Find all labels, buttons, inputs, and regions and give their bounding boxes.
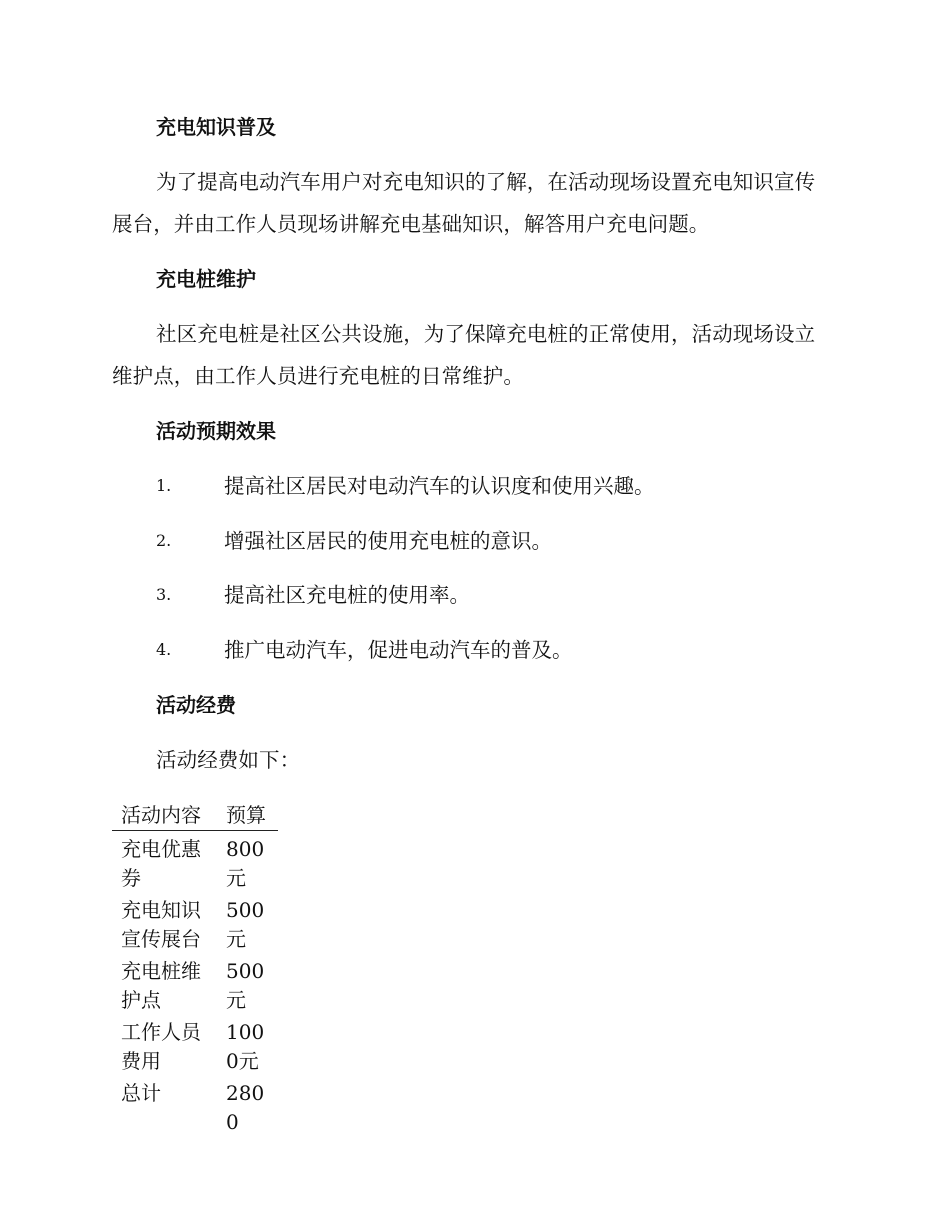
table-cell-item: 充电优惠券 bbox=[121, 837, 201, 890]
table-cell-budget: 800元 bbox=[226, 837, 265, 890]
table-row bbox=[112, 1014, 278, 1075]
table-header-budget: 预算 bbox=[217, 800, 278, 831]
table-cell-budget: 500元 bbox=[226, 959, 265, 1012]
list-text: 提高社区居民对电动汽车的认识度和使用兴趣。 bbox=[224, 474, 655, 498]
table-cell-item: 工作人员费用 bbox=[121, 1020, 201, 1073]
table-row bbox=[112, 1075, 278, 1136]
paragraph-charging-knowledge: 为了提高电动汽车用户对充电知识的了解，在活动现场设置充电知识宣传展台，并由工作人员现场讲解充电基础知识，解答用户充电问题。 bbox=[112, 170, 816, 236]
budget-table bbox=[112, 800, 278, 1136]
list-number: 3. bbox=[156, 585, 172, 604]
list-text: 推广电动汽车，促进电动汽车的普及。 bbox=[224, 638, 573, 662]
table-cell-budget: 2800 bbox=[226, 1081, 265, 1134]
paragraph-pile-maintenance: 社区充电桩是社区公共设施，为了保障充电桩的正常使用，活动现场设立维护点，由工作人员进行充电桩的日常维护。 bbox=[112, 322, 816, 388]
table-header-item: 活动内容 bbox=[112, 800, 217, 831]
table-row bbox=[112, 831, 278, 893]
list-text: 增强社区居民的使用充电桩的意识。 bbox=[224, 529, 552, 553]
paragraph-funding-intro: 活动经费如下： bbox=[156, 748, 301, 772]
section-heading-funding: 活动经费 bbox=[156, 693, 236, 717]
table-cell-budget: 1000元 bbox=[226, 1020, 265, 1073]
section-heading-expected-effects: 活动预期效果 bbox=[156, 419, 276, 443]
list-number: 4. bbox=[156, 640, 172, 659]
table-cell-budget: 500元 bbox=[226, 898, 265, 951]
section-heading-pile-maintenance: 充电桩维护 bbox=[156, 267, 256, 291]
table-cell-item: 充电知识宣传展台 bbox=[121, 898, 201, 951]
table-header-row bbox=[112, 800, 278, 831]
list-number: 2. bbox=[156, 531, 172, 550]
table-row bbox=[112, 892, 278, 953]
list-number: 1. bbox=[156, 476, 172, 495]
table-cell-item: 总计 bbox=[121, 1081, 161, 1105]
table-cell-item: 充电桩维护点 bbox=[121, 959, 201, 1012]
table-row bbox=[112, 953, 278, 1014]
section-heading-charging-knowledge: 充电知识普及 bbox=[156, 115, 276, 139]
list-text: 提高社区充电桩的使用率。 bbox=[224, 583, 470, 607]
